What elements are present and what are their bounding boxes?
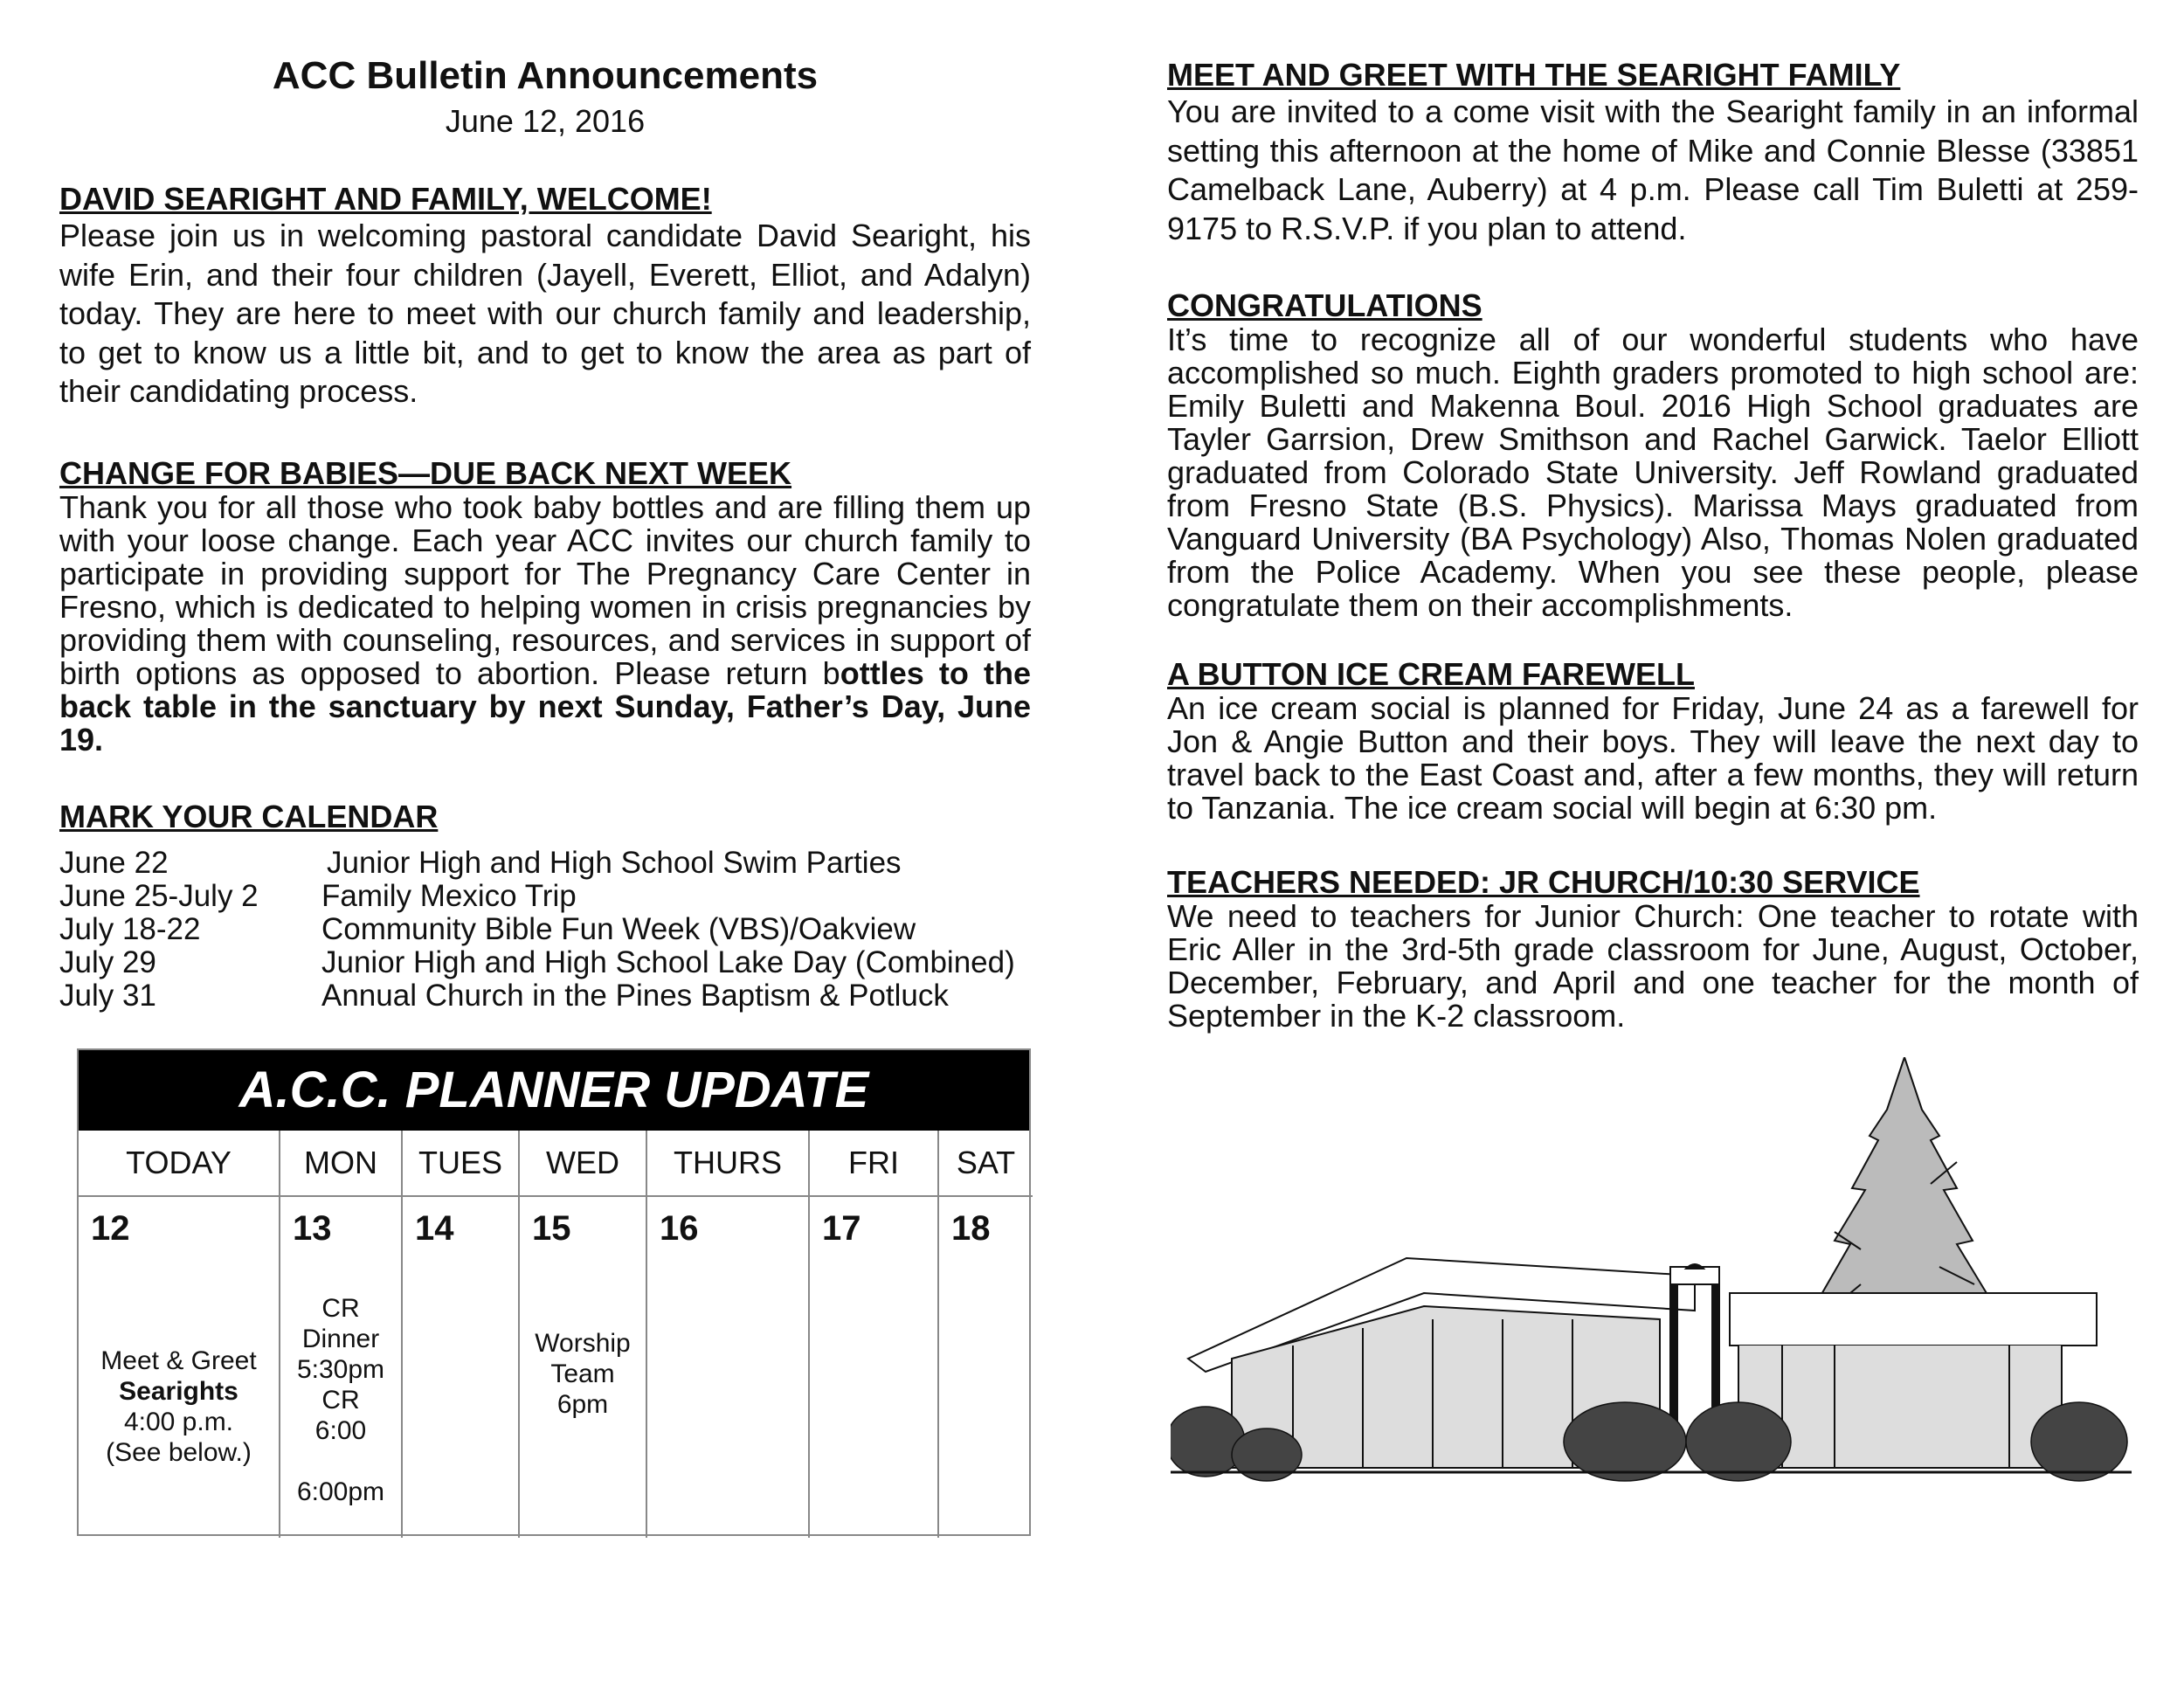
planner-day-number: 12 bbox=[91, 1209, 130, 1248]
teachers-heading: TEACHERS NEEDED: JR CHURCH/10:30 SERVICE bbox=[1167, 864, 1920, 900]
planner-day-label: FRI bbox=[809, 1131, 938, 1196]
calendar-item bbox=[59, 913, 1031, 946]
planner-table bbox=[79, 1131, 1033, 1538]
planner-note-line: 6:00pm bbox=[296, 1477, 385, 1506]
calendar-event: Junior High and High School Lake Day (Combined) bbox=[321, 945, 1015, 979]
congrats-heading: CONGRATULATIONS bbox=[1167, 287, 1482, 323]
babies-body-bold: ottles to the back table in the sanctuary by next Sunday, Father’s Day, June 19. bbox=[59, 655, 1032, 758]
calendar-event: Community Bible Fun Week (VBS)/Oakview bbox=[321, 912, 916, 946]
planner-note-line: CR bbox=[321, 1294, 360, 1323]
welcome-body: Please join us in welcoming pastoral candidate David Searight, his wife Erin, and their four children (Jayell, Everett, Elliot, and Adalyn) today. They are here to meet with our church family and leadership, to get to know us a little bit, and to get to know the area as part of their candidating process. bbox=[59, 218, 1031, 409]
teachers-body: We need to teachers for Junior Church: One teacher to rotate with Eric Aller in the 3rd-5th grade classroom for June, August, October, December, February, and April and one teacher for the month of September in the K-2 classroom. bbox=[1167, 898, 2139, 1034]
planner-note-line: 5:30pm bbox=[296, 1355, 385, 1384]
planner-cell bbox=[938, 1196, 1033, 1538]
meet-heading: MEET AND GREET WITH THE SEARIGHT FAMILY bbox=[1167, 57, 1901, 93]
calendar-date: July 18-22 bbox=[59, 912, 201, 946]
planner-day-number: 15 bbox=[532, 1209, 571, 1248]
babies-body bbox=[59, 491, 1031, 757]
church-illustration bbox=[1171, 1057, 2132, 1485]
planner-cell bbox=[79, 1196, 280, 1538]
planner-title: A.C.C. PLANNER UPDATE bbox=[79, 1050, 1029, 1131]
planner-day-number: 16 bbox=[660, 1209, 699, 1248]
planner-day-number: 13 bbox=[293, 1209, 332, 1248]
planner-note-line: 6:00 bbox=[314, 1416, 367, 1445]
calendar-section bbox=[59, 799, 1031, 1013]
meet-section bbox=[1167, 58, 2139, 248]
bulletin-date: June 12, 2016 bbox=[445, 103, 646, 139]
planner-day-label: SAT bbox=[938, 1131, 1033, 1196]
calendar-event: Junior High and High School Swim Parties bbox=[327, 846, 902, 880]
planner-cell bbox=[402, 1196, 519, 1538]
teachers-section bbox=[1167, 865, 2139, 1033]
planner-cell bbox=[809, 1196, 938, 1538]
meet-body: You are invited to a come visit with the Searight family in an informal setting this afternoon at the home of Mike and Connie Blesse (33851 Camelback Lane, Auberry) at 4 p.m. Please call Tim Buletti at 259-9175 to R.S.V.P. if you plan to attend. bbox=[1167, 93, 2139, 246]
planner-cell bbox=[280, 1196, 402, 1538]
planner-note-spacer bbox=[280, 1446, 401, 1477]
babies-section bbox=[59, 456, 1031, 757]
calendar-item bbox=[59, 946, 1031, 979]
planner-day-number: 14 bbox=[415, 1209, 454, 1248]
planner-note-line: Worship bbox=[535, 1329, 631, 1358]
planner-note bbox=[280, 1293, 401, 1507]
calendar-event: Annual Church in the Pines Baptism & Potluck bbox=[321, 979, 949, 1013]
planner-note-line: Searights bbox=[119, 1377, 238, 1406]
calendar-date: July 29 bbox=[59, 945, 156, 979]
planner-note bbox=[520, 1328, 646, 1420]
planner-update bbox=[77, 1048, 1031, 1536]
babies-body-text: Thank you for all those who took baby bottles and are filling them up with your loose change. Each year ACC invites our church family to participate in providing support for The Pregnancy Care Center in Fresno, which is dedicated to helping women in crisis pregnancies by providing them with counseling, resources, and services in support of birth options as opposed to abortion. Please return b bbox=[59, 489, 1031, 691]
planner-note bbox=[79, 1346, 279, 1468]
planner-cell bbox=[646, 1196, 809, 1538]
farewell-body: An ice cream social is planned for Friday, June 24 as a farewell for Jon & Angie Button and their boys. They will leave the next day to travel back to the East Coast and, after a few months, they will return to Tanzania. The ice cream social will begin at 6:30 pm. bbox=[1167, 690, 2139, 826]
planner-note-line: Team bbox=[550, 1359, 615, 1388]
calendar-item bbox=[59, 880, 1031, 913]
planner-note-line: Meet & Greet bbox=[100, 1346, 257, 1375]
planner-day-label: TUES bbox=[402, 1131, 519, 1196]
planner-note-line: (See below.) bbox=[106, 1438, 252, 1467]
calendar-date: July 31 bbox=[59, 979, 156, 1013]
calendar-event: Family Mexico Trip bbox=[321, 879, 577, 913]
planner-day-label: TODAY bbox=[79, 1131, 280, 1196]
planner-day-label: THURS bbox=[646, 1131, 809, 1196]
calendar-date: June 25-July 2 bbox=[59, 879, 259, 913]
calendar-item bbox=[59, 847, 1031, 880]
planner-note-line: 4:00 p.m. bbox=[123, 1408, 234, 1436]
planner-note-line: CR bbox=[321, 1386, 360, 1415]
welcome-section bbox=[59, 182, 1031, 412]
welcome-heading: DAVID SEARIGHT AND FAMILY, WELCOME! bbox=[59, 181, 712, 217]
congrats-section bbox=[1167, 288, 2139, 622]
calendar-item bbox=[59, 979, 1031, 1013]
planner-note-line: 6pm bbox=[556, 1390, 609, 1419]
planner-note-line: Dinner bbox=[301, 1325, 380, 1353]
calendar-date: June 22 bbox=[59, 846, 169, 880]
congrats-body: It’s time to recognize all of our wonderful students who have accomplished so much. Eighth graders promoted to high school are: Emily Buletti and Makenna Boul. 2016 High School graduates are Tayler Garrsion, Drew Smithson and Rachel Garwick. Taelor Elliott graduated from Colorado State University. Jeff Rowland graduated from Fresno State (B.S. Physics). Marissa Mays graduated from Vanguard University (BA Psychology) Also, Thomas Nolen graduated from the Police Academy. When you see these people, please congratulate them on their accomplishments. bbox=[1167, 322, 2139, 623]
planner-day-label: MON bbox=[280, 1131, 402, 1196]
planner-day-label: WED bbox=[519, 1131, 646, 1196]
calendar-heading: MARK YOUR CALENDAR bbox=[59, 799, 439, 834]
planner-day-number: 17 bbox=[822, 1209, 861, 1248]
bulletin-title: ACC Bulletin Announcements bbox=[272, 54, 819, 97]
planner-cell bbox=[519, 1196, 646, 1538]
planner-day-number: 18 bbox=[951, 1209, 991, 1248]
farewell-section bbox=[1167, 657, 2139, 825]
farewell-heading: A BUTTON ICE CREAM FAREWELL bbox=[1167, 656, 1695, 692]
babies-heading: CHANGE FOR BABIES—DUE BACK NEXT WEEK bbox=[59, 455, 792, 491]
